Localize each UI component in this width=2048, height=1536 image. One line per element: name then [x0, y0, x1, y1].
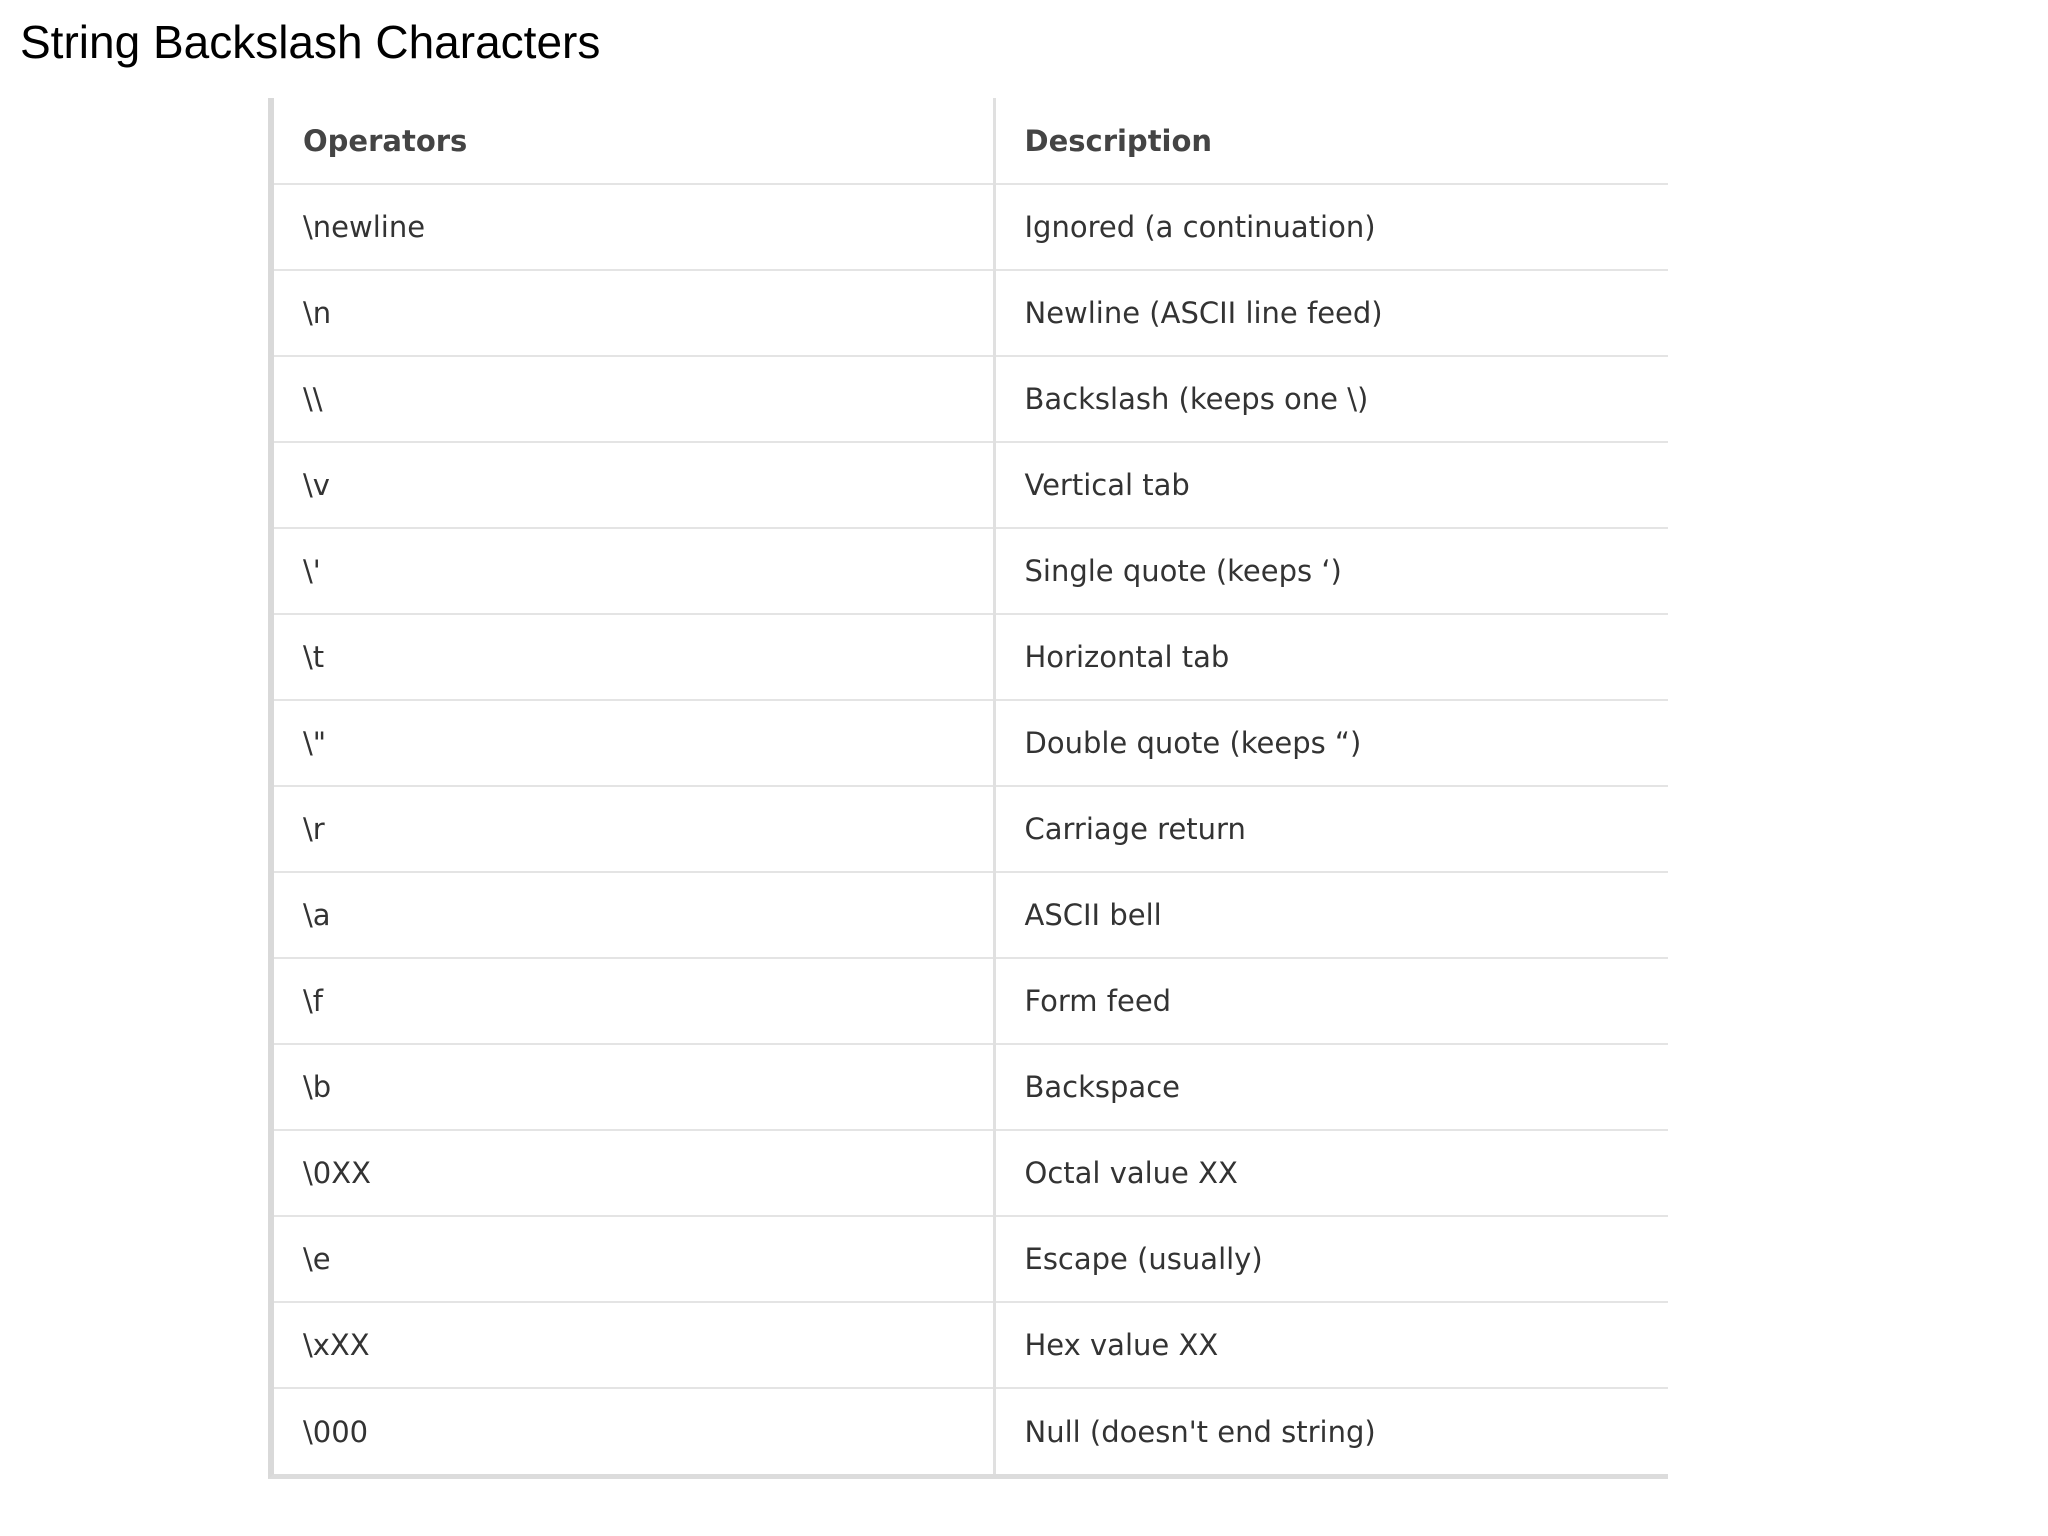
- description-cell: Carriage return: [994, 786, 1668, 872]
- description-cell: Ignored (a continuation): [994, 184, 1668, 270]
- table-row: [274, 1302, 1668, 1388]
- table-row: [274, 614, 1668, 700]
- description-cell: Vertical tab: [994, 442, 1668, 528]
- table-row: [274, 1216, 1668, 1302]
- operator-cell: \newline: [274, 184, 994, 270]
- escape-sequences-table: [274, 98, 1668, 1474]
- table-row: [274, 270, 1668, 356]
- operator-cell: \v: [274, 442, 994, 528]
- operator-cell: \\: [274, 356, 994, 442]
- table-row: [274, 1130, 1668, 1216]
- description-cell: ASCII bell: [994, 872, 1668, 958]
- operator-cell: \": [274, 700, 994, 786]
- escape-table-container: [268, 98, 1668, 1479]
- table-row: [274, 872, 1668, 958]
- description-cell: Form feed: [994, 958, 1668, 1044]
- operator-cell: \f: [274, 958, 994, 1044]
- operator-cell: \xXX: [274, 1302, 994, 1388]
- description-column-header: Description: [994, 98, 1668, 184]
- table-row: [274, 1044, 1668, 1130]
- description-cell: Newline (ASCII line feed): [994, 270, 1668, 356]
- description-cell: Null (doesn't end string): [1024, 1414, 1376, 1449]
- operator-cell: \000: [274, 1388, 994, 1474]
- description-cell: Octal value XX: [994, 1130, 1668, 1216]
- table-row: [274, 442, 1668, 528]
- description-cell: Single quote (keeps ‘): [994, 528, 1668, 614]
- operator-cell: \0XX: [274, 1130, 994, 1216]
- operator-cell: \b: [274, 1044, 994, 1130]
- operator-cell: \n: [274, 270, 994, 356]
- table-row: [274, 786, 1668, 872]
- table-row: [274, 700, 1668, 786]
- description-cell: Hex value XX: [994, 1302, 1668, 1388]
- operator-cell: \': [274, 528, 994, 614]
- table-row: [274, 528, 1668, 614]
- description-cell: Backspace: [994, 1044, 1668, 1130]
- operators-column-header: Operators: [274, 98, 994, 184]
- operator-cell: \r: [274, 786, 994, 872]
- operator-cell: \a: [274, 872, 994, 958]
- table-row: [274, 356, 1668, 442]
- table-header-row: [274, 98, 1668, 184]
- table-row: [274, 1388, 1668, 1474]
- description-cell: Escape (usually): [994, 1216, 1668, 1302]
- table-row: [274, 184, 1668, 270]
- description-cell: Backslash (keeps one \): [994, 356, 1668, 442]
- slide-title: String Backslash Characters: [20, 16, 601, 68]
- operator-cell: \t: [274, 614, 994, 700]
- description-cell: Double quote (keeps “): [994, 700, 1668, 786]
- table-row: [274, 958, 1668, 1044]
- operator-cell: \e: [274, 1216, 994, 1302]
- description-cell: Horizontal tab: [994, 614, 1668, 700]
